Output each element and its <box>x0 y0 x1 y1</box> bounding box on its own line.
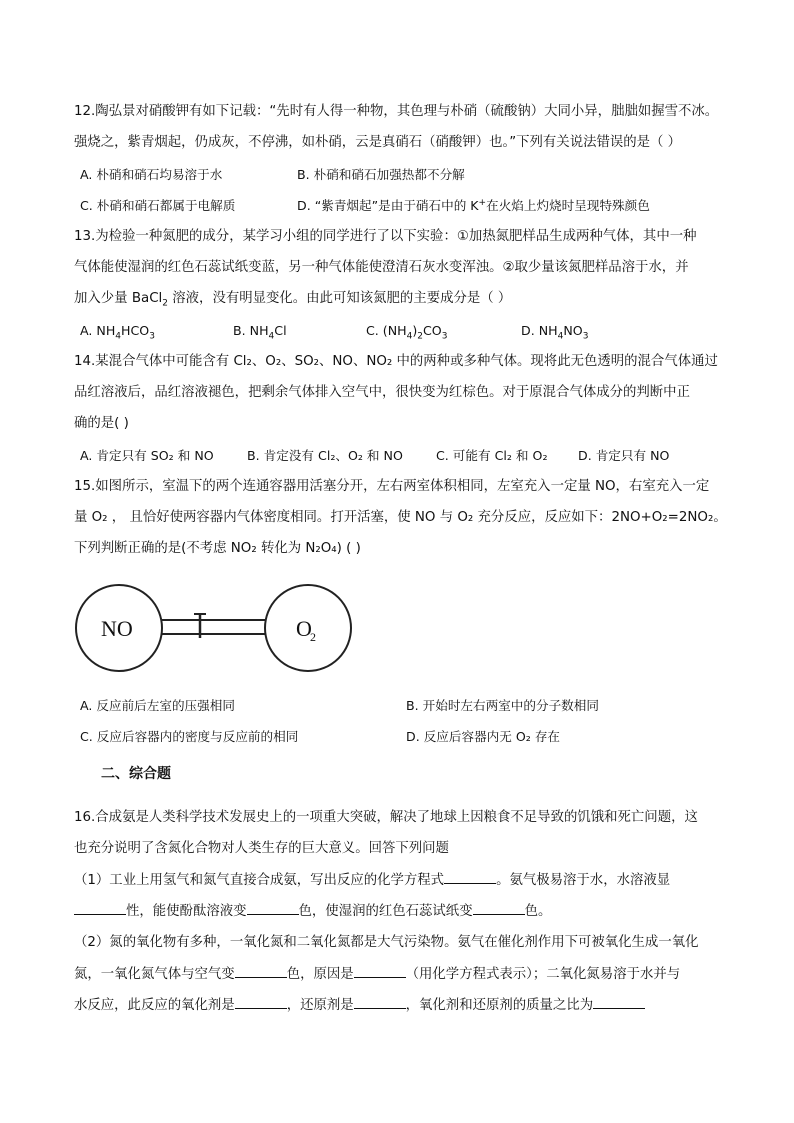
label-no: NO <box>101 616 133 641</box>
answer-blank[interactable] <box>444 871 496 884</box>
q12-option-a: A. 朴硝和硝石均易溶于水 <box>80 167 223 182</box>
q16-line-1: 16.合成氨是人类科学技术发展史上的一项重大突破，解决了地球上因粮食不足导致的饥饿和死亡问题，这 <box>74 810 698 825</box>
q12-line-1: 12.陶弘景对硝酸钾有如下记载：“先时有人得一种物，其色理与朴硝（硫酸钠）大同小异，朏朏如握雪不冰。 <box>74 104 719 119</box>
q15-line-3: 下列判断正确的是(不考虑 NO₂ 转化为 N₂O₄) ( ) <box>74 541 361 556</box>
answer-blank[interactable] <box>354 996 406 1009</box>
label-o2-subscript: 2 <box>310 630 316 644</box>
q16-part1-line-2: 性，能使酚酞溶液变 色，使湿润的红色石蕊试纸变 色。 <box>74 902 551 921</box>
answer-blank[interactable] <box>247 902 299 915</box>
q14-option-d: D. 肯定只有 NO <box>578 448 670 463</box>
q12-option-b: B. 朴硝和硝石加强热都不分解 <box>297 167 465 182</box>
q15-option-a: A. 反应前后左室的压强相同 <box>80 698 235 713</box>
q15-option-d: D. 反应后容器内无 O₂ 存在 <box>406 729 561 744</box>
answer-blank[interactable] <box>473 902 525 915</box>
answer-blank[interactable] <box>74 902 126 915</box>
q15-line-2: 量 O₂ ， 且恰好使两容器内气体密度相同。打开活塞，使 NO 与 O₂ 充分反应，反应如下：2NO+O₂=2NO₂。 <box>74 510 727 525</box>
q16-line-2: 也充分说明了含氮化合物对人类生存的巨大意义。回答下列问题 <box>74 841 449 856</box>
q13-option-b: B. $NH_4Cl$ <box>233 323 287 342</box>
q13-line-1: 13.为检验一种氮肥的成分，某学习小组的同学进行了以下实验：①加热氮肥样品生成两种气体，其中一种 <box>74 229 697 244</box>
answer-blank[interactable] <box>354 965 406 978</box>
q14-option-b: B. 肯定没有 Cl₂、O₂ 和 NO <box>247 448 403 463</box>
q16-part2-line-3: 水反应，此反应的氧化剂是 ，还原剂是 ，氧化剂和还原剂的质量之比为 <box>74 996 645 1015</box>
section-heading: 二、综合题 <box>101 766 171 782</box>
label-o2: O <box>296 616 312 641</box>
q16-part2-line-1: （2）氮的氧化物有多种，一氧化氮和二氧化氮都是大气污染物。氨气在催化剂作用下可被氧化生成一氧化 <box>74 935 699 950</box>
q14-line-2: 品红溶液后，品红溶液褪色，把剩余气体排入空气中，很快变为红棕色。对于原混合气体成分的判断中正 <box>74 385 690 400</box>
q14-line-1: 14.某混合气体中可能含有 Cl₂、O₂、SO₂、NO、NO₂ 中的两种或多种气体。现将此无色透明的混合气体通过 <box>74 354 718 369</box>
q12-option-d: D. “紫青烟起”是由于硝石中的 K+在火焰上灼烧时呈现特殊颜色 <box>297 197 650 213</box>
q13-option-a: A. $NH_4HCO_3$ <box>80 323 155 342</box>
q13-line-3: 加入少量 BaCl$_2$ 溶液，没有明显变化。由此可知该氮肥的主要成分是（ ） <box>74 291 512 309</box>
q13-line-2: 气体能使湿润的红色石蕊试纸变蓝，另一种气体能使澄清石灰水变浑浊。②取少量该氮肥样品溶于水，并 <box>74 260 689 275</box>
q13-option-c: C. $(NH_4)_2CO_3$ <box>366 323 448 342</box>
answer-blank[interactable] <box>593 996 645 1009</box>
answer-blank[interactable] <box>235 996 287 1009</box>
q15-option-c: C. 反应后容器内的密度与反应前的相同 <box>80 729 299 744</box>
q12-line-2: 强烧之，紫青烟起，仍成灰，不停沸，如朴硝，云是真硝石（硝酸钾）也。”下列有关说法错误的是（ ） <box>74 135 682 150</box>
q16-part1-line-1: （1）工业上用氢气和氮气直接合成氨，写出反应的化学方程式 。氨气极易溶于水，水溶液显 <box>74 873 671 888</box>
connected-vessels-diagram <box>74 583 354 683</box>
q16-part2-line-2: 氮，一氧化氮气体与空气变 色，原因是 （用化学方程式表示）；二氧化氮易溶于水并与 <box>74 967 681 982</box>
q14-line-3: 确的是( ) <box>74 416 129 431</box>
q14-option-c: C. 可能有 Cl₂ 和 O₂ <box>436 448 548 463</box>
q15-option-b: B. 开始时左右两室中的分子数相同 <box>406 698 599 713</box>
q15-line-1: 15.如图所示，室温下的两个连通容器用活塞分开，左右两室体积相同，左室充入一定量 NO，右室充入一定 <box>74 479 710 494</box>
q13-option-d: D. $NH_4NO_3$ <box>521 323 589 342</box>
answer-blank[interactable] <box>235 965 287 978</box>
q14-option-a: A. 肯定只有 SO₂ 和 NO <box>80 448 214 463</box>
q12-option-c: C. 朴硝和硝石都属于电解质 <box>80 198 236 213</box>
